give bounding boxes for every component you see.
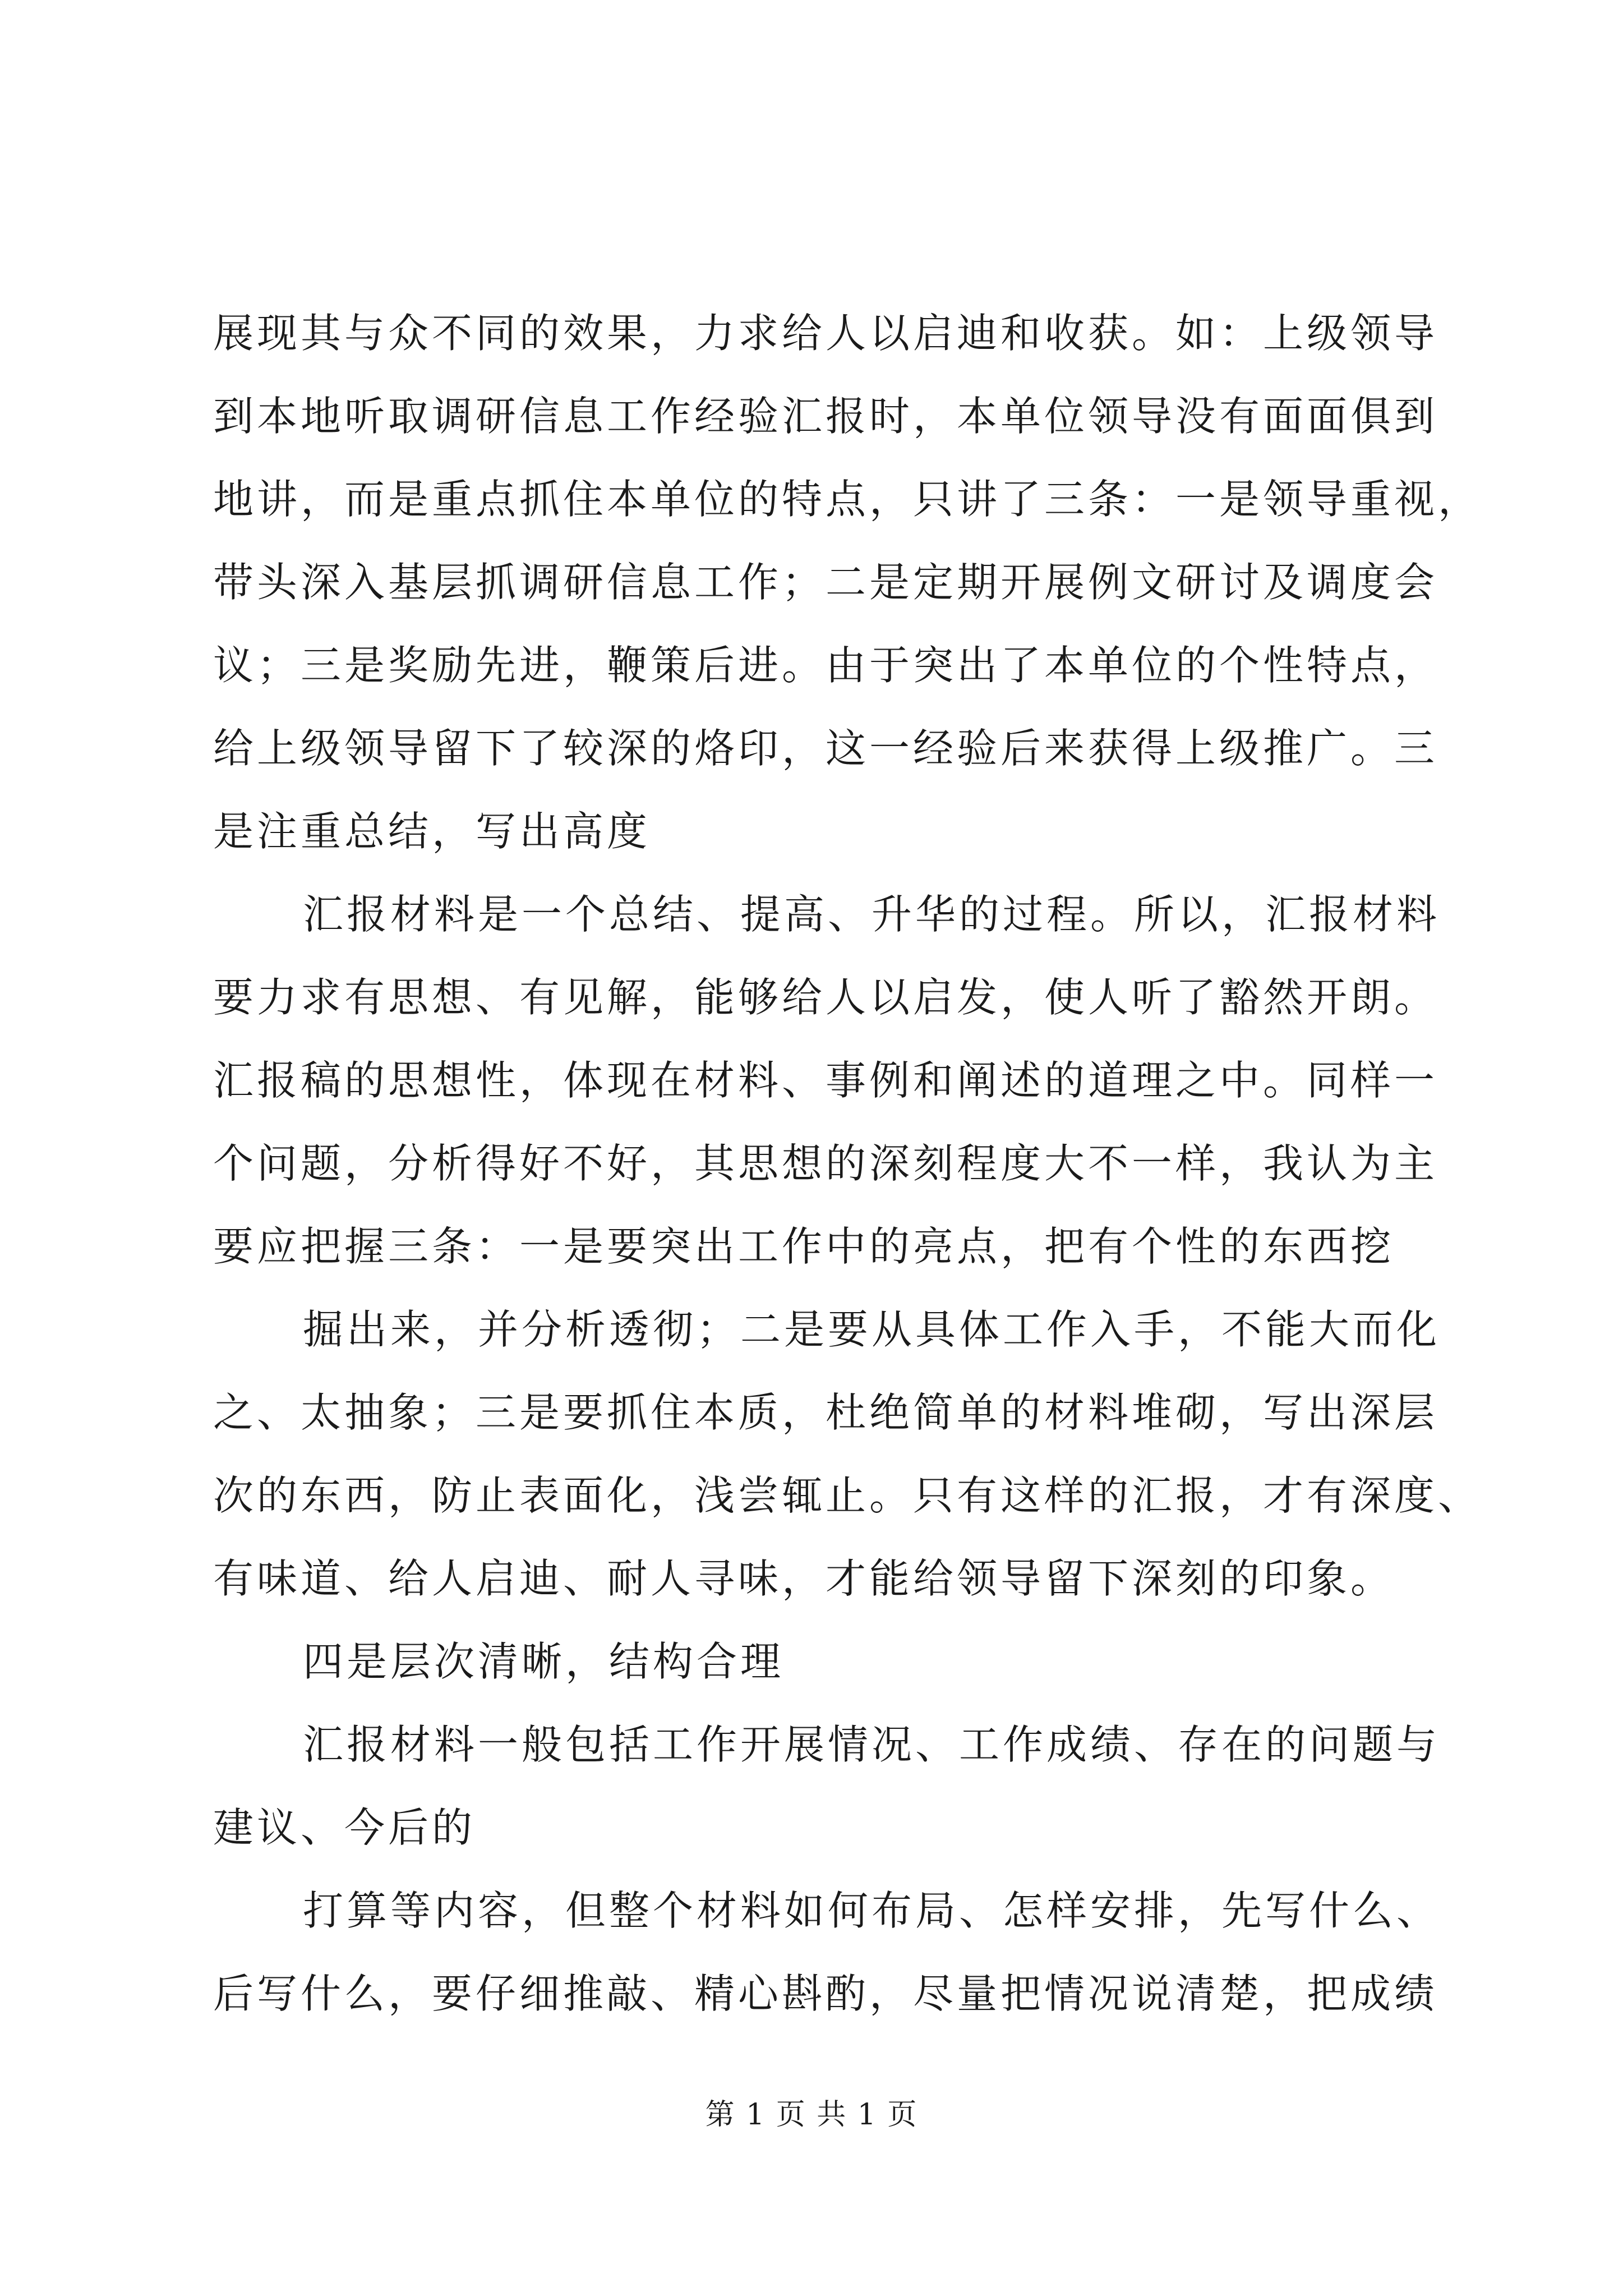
text-line: 展现其与众不同的效果，力求给人以启迪和收获。如：上级领导 <box>213 310 1438 357</box>
text-line: 后写什么，要仔细推敲、精心斟酌，尽量把情况说清楚，把成绩 <box>213 1970 1438 2017</box>
text-line: 是注重总结，写出高度 <box>213 808 651 855</box>
text-line: 汇报稿的思想性，体现在材料、事例和阐述的道理之中。同样一 <box>213 1057 1438 1104</box>
text-line: 汇报材料一般包括工作开展情况、工作成绩、存在的问题与 <box>303 1721 1441 1768</box>
text-line: 到本地听取调研信息工作经验汇报时，本单位领导没有面面俱到 <box>213 393 1438 440</box>
document-body <box>213 292 1482 2035</box>
text-line: 四是层次清晰，结构合理 <box>303 1638 785 1685</box>
text-line: 建议、今后的 <box>213 1804 476 1851</box>
text-line: 议；三是奖励先进，鞭策后进。由于突出了本单位的个性特点， <box>213 642 1438 689</box>
text-line: 打算等内容，但整个材料如何布局、怎样安排，先写什么、 <box>303 1887 1441 1934</box>
page-footer: 第 1 页 共 1 页 <box>705 2098 918 2132</box>
text-line: 带头深入基层抓调研信息工作；二是定期开展例文研讨及调度会 <box>213 559 1438 606</box>
text-line: 有味道、给人启迪、耐人寻味，才能给领导留下深刻的印象。 <box>213 1555 1395 1602</box>
text-line: 要应把握三条：一是要突出工作中的亮点，把有个性的东西挖 <box>213 1223 1395 1270</box>
text-line: 地讲，而是重点抓住本单位的特点，只讲了三条：一是领导重视， <box>213 476 1482 523</box>
text-line: 次的东西，防止表面化，浅尝辄止。只有这样的汇报，才有深度、 <box>213 1472 1482 1519</box>
text-line: 要力求有思想、有见解，能够给人以启发，使人听了豁然开朗。 <box>213 974 1438 1021</box>
text-line: 之、太抽象；三是要抓住本质，杜绝简单的材料堆砌，写出深层 <box>213 1389 1438 1436</box>
text-line: 掘出来，并分析透彻；二是要从具体工作入手，不能大而化 <box>303 1306 1441 1353</box>
text-line: 给上级领导留下了较深的烙印，这一经验后来获得上级推广。三 <box>213 725 1438 772</box>
text-line: 个问题，分析得好不好，其思想的深刻程度大不一样，我认为主 <box>213 1140 1438 1187</box>
text-line: 汇报材料是一个总结、提高、升华的过程。所以，汇报材料 <box>303 891 1441 938</box>
